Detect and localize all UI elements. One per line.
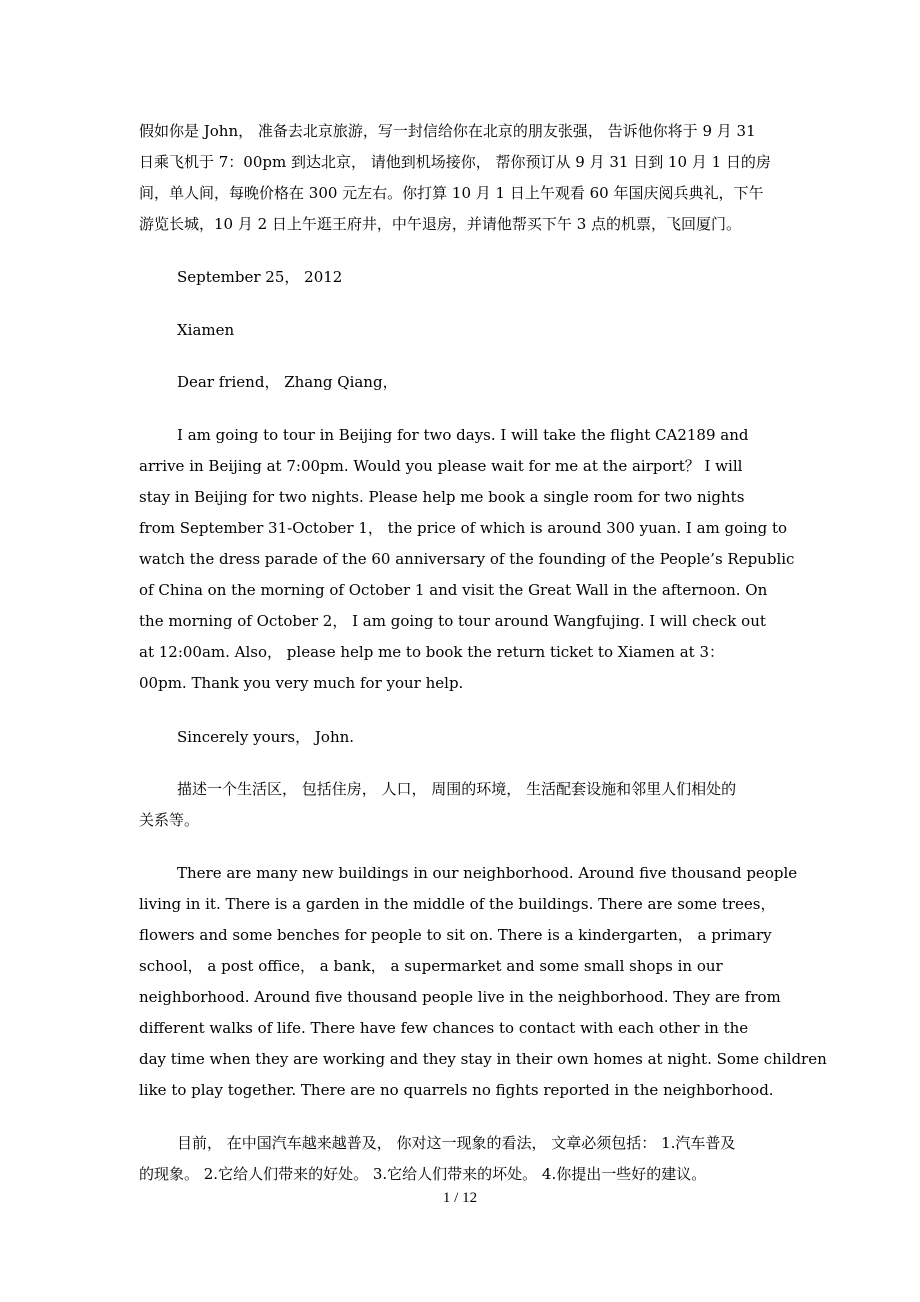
text-line: stay in Beijing for two nights. Please help me book a single room for two nights bbox=[139, 488, 745, 506]
letter-salutation bbox=[139, 367, 859, 398]
text-line: the morning of October 2， I am going to tour around Wangfujing. I will check out bbox=[139, 612, 766, 630]
text-line: neighborhood. Around five thousand people live in the neighborhood. They are from bbox=[139, 988, 781, 1006]
text-line: 日乘飞机于 7：00pm 到达北京， 请他到机场接你， 帮你预订从 9 月 31 日到 10 月 1 日的房 bbox=[139, 153, 771, 171]
page-number: 1 / 12 bbox=[442, 1190, 478, 1206]
text-line: living in it. There is a garden in the middle of the buildings. There are some trees， bbox=[139, 895, 776, 913]
text-line: 的现象。 2.它给人们带来的好处。 3.它给人们带来的坏处。 4.你提出一些好的建议。 bbox=[139, 1165, 707, 1183]
essay-neighborhood bbox=[139, 858, 859, 1106]
text-line: I am going to tour in Beijing for two days. I will take the flight CA2189 and bbox=[177, 426, 749, 444]
text-line: watch the dress parade of the 60 anniversary of the founding of the People’s Republic bbox=[139, 550, 795, 568]
text-line: Sincerely yours， John. bbox=[177, 728, 355, 746]
text-line: flowers and some benches for people to sit on. There is a kindergarten， a primary bbox=[139, 926, 772, 944]
text-line: 目前， 在中国汽车越来越普及， 你对这一现象的看法， 文章必须包括： 1.汽车普及 bbox=[177, 1134, 736, 1152]
text-line: 间，单人间，每晚价格在 300 元左右。你打算 10 月 1 日上午观看 60 年国庆阅兵典礼，下午 bbox=[139, 184, 764, 202]
letter-body bbox=[139, 420, 859, 699]
text-line: 游览长城，10 月 2 日上午逛王府井，中午退房，并请他帮买下午 3 点的机票，飞回厦门。 bbox=[139, 215, 742, 233]
text-line: 描述一个生活区， 包括住房， 人口， 周围的环境， 生活配套设施和邻里人们相处的 bbox=[177, 780, 737, 798]
text-line: There are many new buildings in our neighborhood. Around five thousand people bbox=[177, 864, 798, 882]
text-line: 关系等。 bbox=[139, 811, 200, 829]
text-line: of China on the morning of October 1 and visit the Great Wall in the afternoon. On bbox=[139, 581, 768, 599]
text-line: September 25， 2012 bbox=[177, 268, 343, 286]
letter-date bbox=[139, 262, 859, 293]
text-line: at 12:00am. Also， please help me to book the return ticket to Xiamen at 3： bbox=[139, 643, 724, 661]
text-line: Dear friend， Zhang Qiang， bbox=[177, 373, 398, 391]
text-line: school， a post office， a bank， a supermarket and some small shops in our bbox=[139, 957, 723, 975]
text-line: day time when they are working and they stay in their own homes at night. Some children bbox=[139, 1050, 827, 1068]
letter-place bbox=[139, 315, 859, 346]
text-line: 假如你是 John， 准备去北京旅游，写一封信给你在北京的朋友张强， 告诉他你将于 9 月 31 bbox=[139, 122, 756, 140]
task-prompt-neighborhood bbox=[139, 774, 859, 836]
text-line: arrive in Beijing at 7:00pm. Would you please wait for me at the airport？ I will bbox=[139, 457, 743, 475]
text-line: from September 31-October 1， the price of which is around 300 yuan. I am going to bbox=[139, 519, 788, 537]
text-line: 00pm. Thank you very much for your help. bbox=[139, 674, 464, 692]
task-prompt-travel-letter bbox=[139, 116, 859, 240]
text-line: different walks of life. There have few chances to contact with each other in the bbox=[139, 1019, 749, 1037]
text-line: like to play together. There are no quarrels no fights reported in the neighborhood. bbox=[139, 1081, 774, 1099]
task-prompt-cars bbox=[139, 1128, 859, 1190]
letter-closing bbox=[139, 722, 859, 753]
text-line: Xiamen bbox=[177, 321, 235, 339]
